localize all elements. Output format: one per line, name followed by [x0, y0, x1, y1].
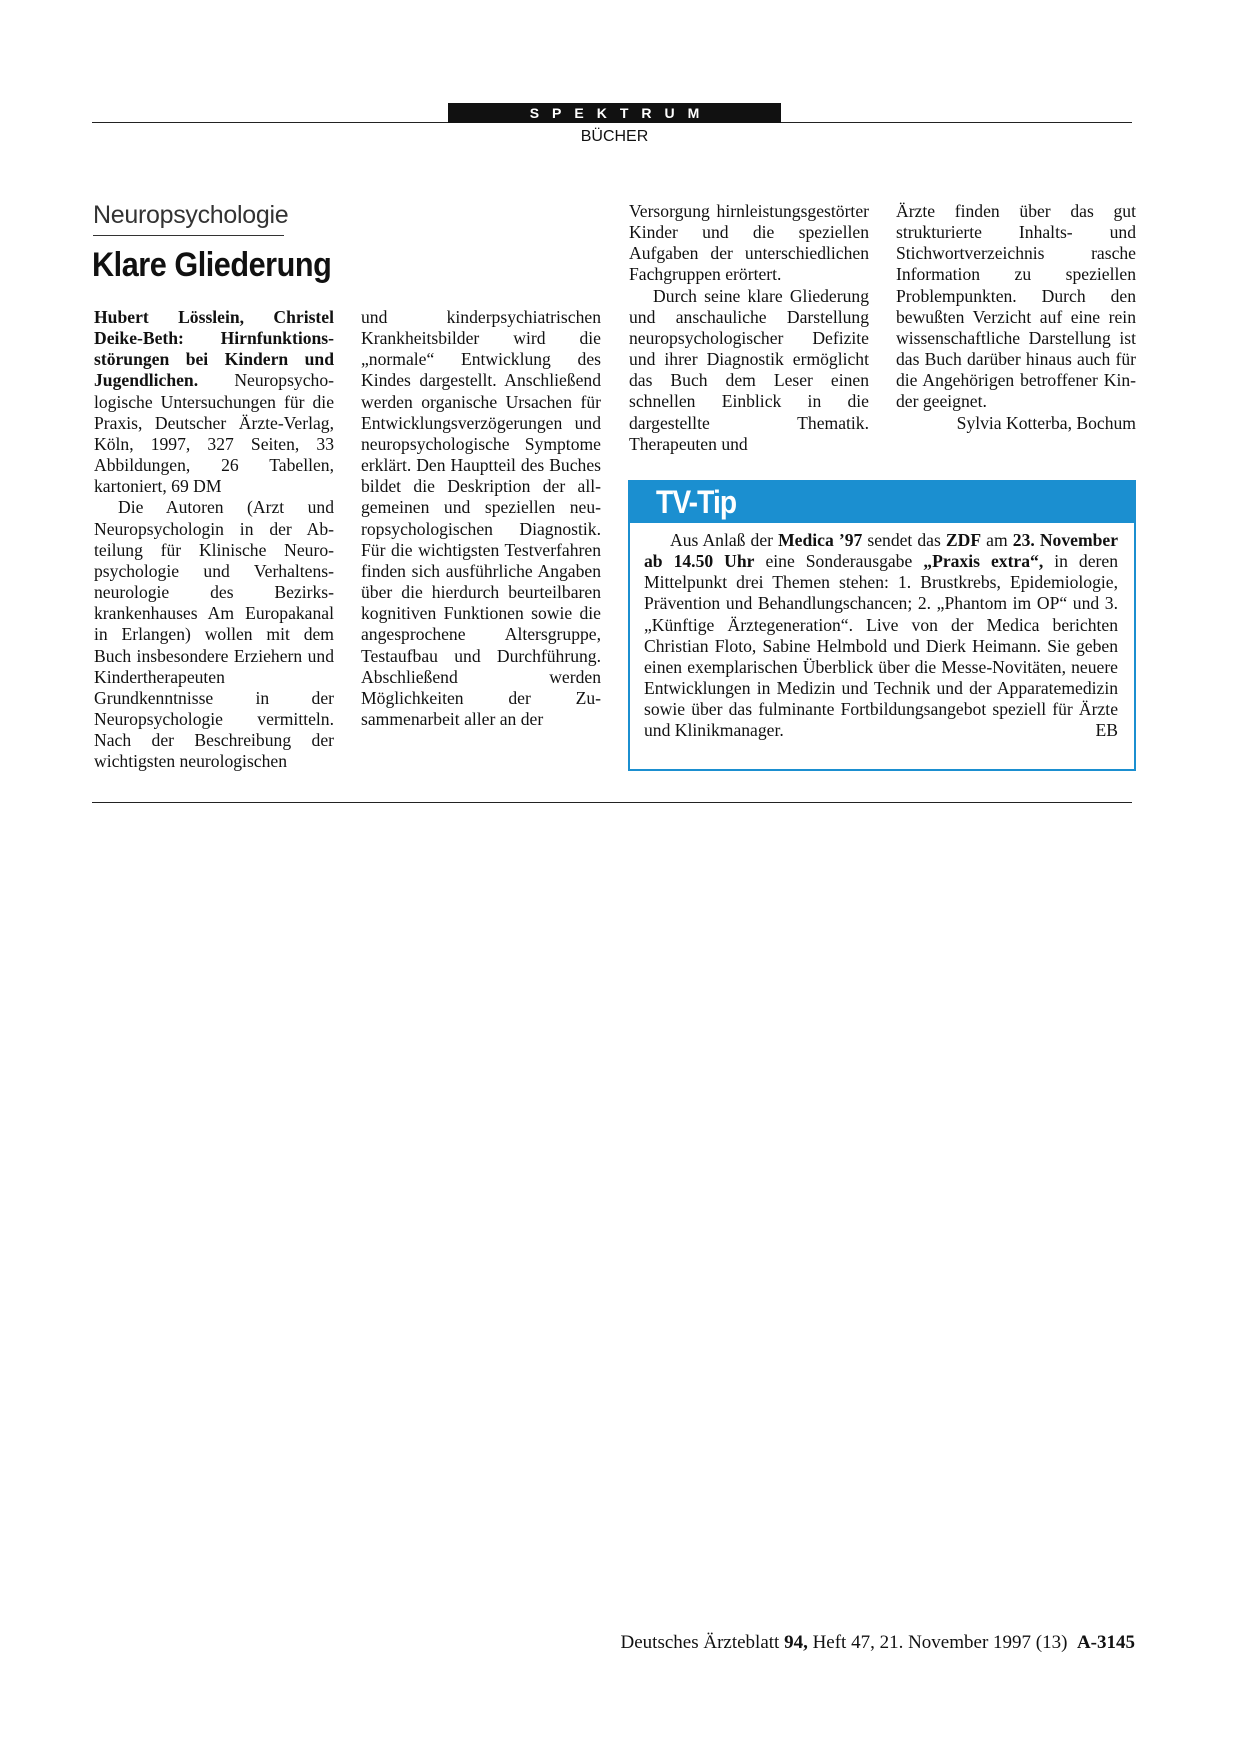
tv-tip-text [644, 530, 1118, 742]
kicker-underline [93, 235, 284, 236]
paragraph: Versorgung hirnleistungsgestörter Kinder und die speziellen Aufgaben der unterschiedlichen Fachgruppen erörtert. [629, 201, 869, 285]
paragraph: Durch seine klare Gliederung und anschauliche Darstellung neuropsychologischer Defizite und ihrer Diagnostik ermöglicht das Buch dem Leser einen schnellen Einblick in die dargestellte Thematik. Therapeuten und [629, 285, 869, 454]
journal-name: Deutsches Ärzteblatt [620, 1632, 785, 1653]
spektrum-banner: SPEKTRUM [448, 103, 781, 123]
article-column-2 [361, 307, 601, 730]
author-signature: Sylvia Kotterba, Bochum [956, 412, 1136, 433]
book-citation-bold: Hubert Lösslein, Christel Deike-Beth: Hirnfunktionsstörungen bei Kindern und Jugendlichen. [94, 307, 334, 391]
tv-tip-title: TV-Tip [656, 484, 737, 520]
text-span: sendet das [862, 530, 946, 550]
tv-tip-signature: EB [1095, 720, 1118, 741]
tv-tip-header [630, 482, 1134, 523]
tv-tip-paragraph [644, 530, 1118, 742]
broadcast-date: 23. November ab 14.50 Uhr [644, 530, 1118, 572]
section-label: BÜCHER [580, 128, 649, 145]
article-headline: Klare Gliederung [92, 246, 332, 284]
paragraph: und kinderpsychiatrischen Krankheitsbilder wird die „normale“ Entwicklung des Kindes dargestellt. Anschließend werden organische Ursachen für Entwicklungsverzögerungen und neuropsychologische Symptome erklärt. Den Hauptteil des Buches bildet die Deskription der allgemeinen und speziellen neuropsychologischen Diagnostik. Für die wichtigsten Testverfahren finden sich ausführliche Angaben über die hierdurch beurteilbaren kognitiven Funktionen sowie die angesprochene Altersgruppe, Testaufbau und Durchführung. Abschließend werden Möglichkeiten der Zusammenarbeit aller an der [361, 307, 601, 729]
program-name: „Praxis extra“, [923, 551, 1044, 572]
article-column-3 [629, 201, 869, 455]
text-span: am [981, 530, 1013, 550]
paragraph: Die Autoren (Arzt und Neuropsychologin in der Abteilung für Klinische Neuropsychologie und Verhaltensneurologie des Bezirkskrankenhauses Am Europakanal in Erlangen) wollen mit dem Buch insbesondere Erziehern und Kindertherapeuten Grundkenntnisse in der Neuropsychologie vermitteln. Nach der Beschreibung der wichtigsten neurologischen [94, 497, 334, 772]
bottom-rule [92, 802, 1132, 803]
text-span: eine Sonderausgabe [754, 551, 924, 572]
book-citation-details: Neuropsychologische Untersuchungen für die Praxis, Deutscher Ärzte-Verlag, Köln, 1997, 327 Seiten, 33 Abbildungen, 26 Tabellen, kartoniert, 69 DM [94, 370, 334, 497]
article-column-1 [94, 307, 334, 772]
article-kicker: Neuropsychologie [93, 201, 289, 229]
page-footer [621, 1632, 1135, 1654]
journal-volume: 94, [784, 1632, 808, 1653]
tv-tip-box [628, 480, 1136, 771]
paragraph: Ärzte finden über das gut strukturierte Inhalts- und Stichwortverzeichnis rasche Information zu speziellen Problempunkten. Durch den bewußten Verzicht auf eine rein wissenschaftliche Darstellung ist das Buch darüber hinaus auch für die Angehörigen betroffener Kinder geeignet. [896, 201, 1136, 412]
page-number: A-3145 [1076, 1632, 1135, 1653]
book-reference [94, 307, 334, 497]
broadcaster: ZDF [945, 530, 982, 550]
event-name: Medica ’97 [778, 530, 863, 550]
issue-info: Heft 47, 21. November 1997 (13) [807, 1632, 1077, 1653]
text-span: in deren Mittelpunkt drei Themen stehen: 1. Brustkrebs, Epidemiologie, Prävention und Behandlungschancen; 2. „Phantom im OP“ und 3. „Künftige Ärztegeneration“. Live von der Medica berichten Christian Floto, Sabine Helmbold und Dierk Heimann. Sie geben einen exemplarischen Überblick über die Messe-Novitäten, neuere Entwicklungen in Medizin und Technik und der Apparatemedizin sowie über das fulminante Fortbildungsangebot speziell für Ärzte und Klinikmanager. [644, 551, 1118, 741]
text-span: Aus Anlaß der [670, 530, 779, 550]
article-column-4 [896, 201, 1136, 434]
